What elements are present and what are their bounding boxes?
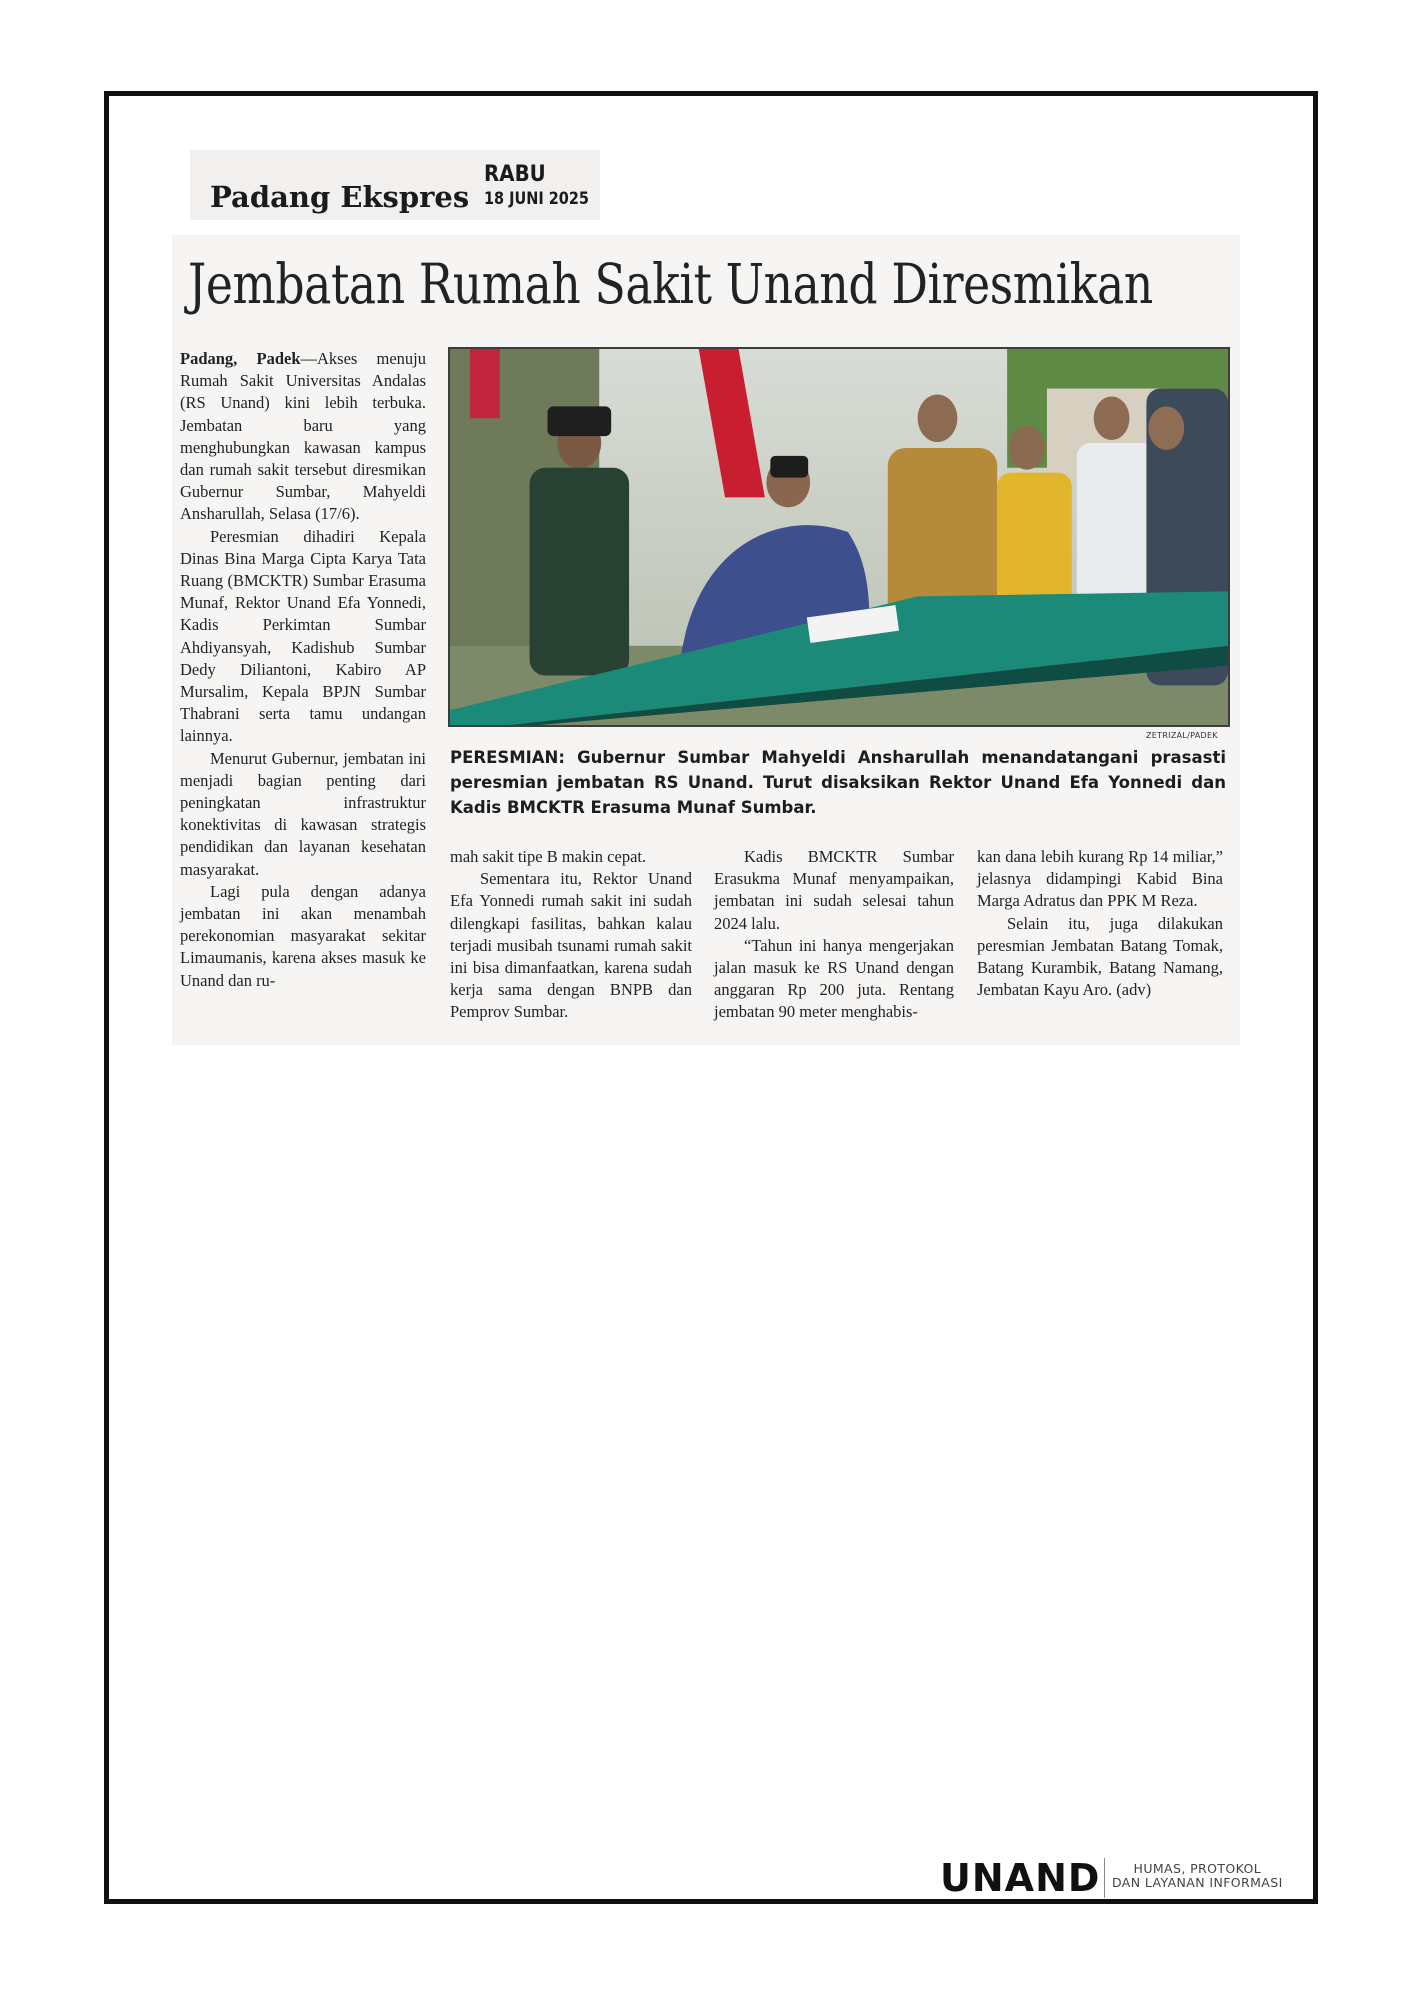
photo-credit: ZETRIZAL/PADEK: [1146, 731, 1218, 740]
unand-logo: UNAND: [940, 1856, 1101, 1900]
paragraph: Menurut Gubernur, jembatan ini menjadi bagian penting dari peningkatan infrastruktur konektivitas di kawasan strategis pendidikan dan layanan kesehatan masyarakat.: [180, 748, 426, 879]
article-column-2: [450, 846, 692, 1024]
paragraph-text: —Akses menuju Rumah Sakit Universitas Andalas (RS Unand) kini lebih terbuka. Jembatan baru yang menghubungkan kawasan kampus dan rumah sakit tersebut diresmikan Gubernur Sumbar, Mahyeldi Ansharullah, Selasa (17/6).: [180, 349, 427, 524]
edition-date: 18 JUNI 2025: [484, 189, 589, 209]
article-column-1: [180, 348, 426, 992]
paragraph: mah sakit tipe B makin cepat.: [450, 847, 647, 866]
photo-caption: PERESMIAN: Gubernur Sumbar Mahyeldi Ansharullah menandatangani prasasti peresmian jembatan RS Unand. Turut disaksikan Rektor Unand Efa Yonnedi dan Kadis BMCKTR Erasuma Munaf Sumbar.: [450, 748, 1226, 817]
logo-divider: [1104, 1858, 1105, 1898]
newspaper-name: Padang Ekspres: [210, 180, 470, 214]
ceremony-photo: [450, 349, 1228, 725]
paragraph: Sementara itu, Rektor Unand Efa Yonnedi rumah sakit ini sudah dilengkapi fasilitas, bahkan kalau terjadi musibah tsunami rumah sakit ini bisa dimanfaatkan, karena sudah kerja sama dengan BNPB dan Pemprov Sumbar.: [450, 869, 692, 1022]
paragraph: Kadis BMCKTR Sumbar Erasukma Munaf menyampaikan, jembatan ini sudah selesai tahun 2024 lalu.: [714, 847, 954, 933]
office-line-2: DAN LAYANAN INFORMASI: [1112, 1875, 1283, 1890]
office-line-1: HUMAS, PROTOKOL: [1133, 1861, 1262, 1876]
article-photo: [448, 347, 1230, 727]
dateline: Padang, Padek: [180, 349, 301, 368]
paragraph: Selain itu, juga dilakukan peresmian Jembatan Batang Tomak, Batang Kurambik, Batang Namang, Jembatan Kayu Aro. (adv): [977, 913, 1223, 1000]
paragraph: kan dana lebih kurang Rp 14 miliar,” jelasnya didampingi Kabid Bina Marga Adratus dan PPK M Reza.: [977, 847, 1223, 911]
paragraph: Lagi pula dengan adanya jembatan ini akan menambah perekonomian masyarakat sekitar Limaumanis, karena akses masuk ke Unand dan ru-: [180, 881, 426, 990]
article-column-4: [977, 846, 1223, 1001]
article-headline: Jembatan Rumah Sakit Unand Diresmikan: [188, 252, 1153, 316]
office-name: [1112, 1862, 1283, 1890]
paragraph: “Tahun ini hanya mengerjakan jalan masuk ke RS Unand dengan anggaran Rp 200 juta. Rentang jembatan 90 meter menghabis-: [714, 935, 954, 1022]
edition-day: RABU: [484, 162, 546, 187]
paragraph: Peresmian dihadiri Kepala Dinas Bina Marga Cipta Karya Tata Ruang (BMCKTR) Sumbar Erasuma Munaf, Rektor Unand Efa Yonnedi, Kadis Perkimtan Sumbar Ahdiyansyah, Kadishub Sumbar Dedy Diliantoni, Kabiro AP Mursalim, Kepala BPJN Sumbar Thabrani serta tamu undangan lainnya.: [180, 526, 426, 746]
article-column-3: [714, 846, 954, 1024]
paragraph: [180, 348, 426, 526]
